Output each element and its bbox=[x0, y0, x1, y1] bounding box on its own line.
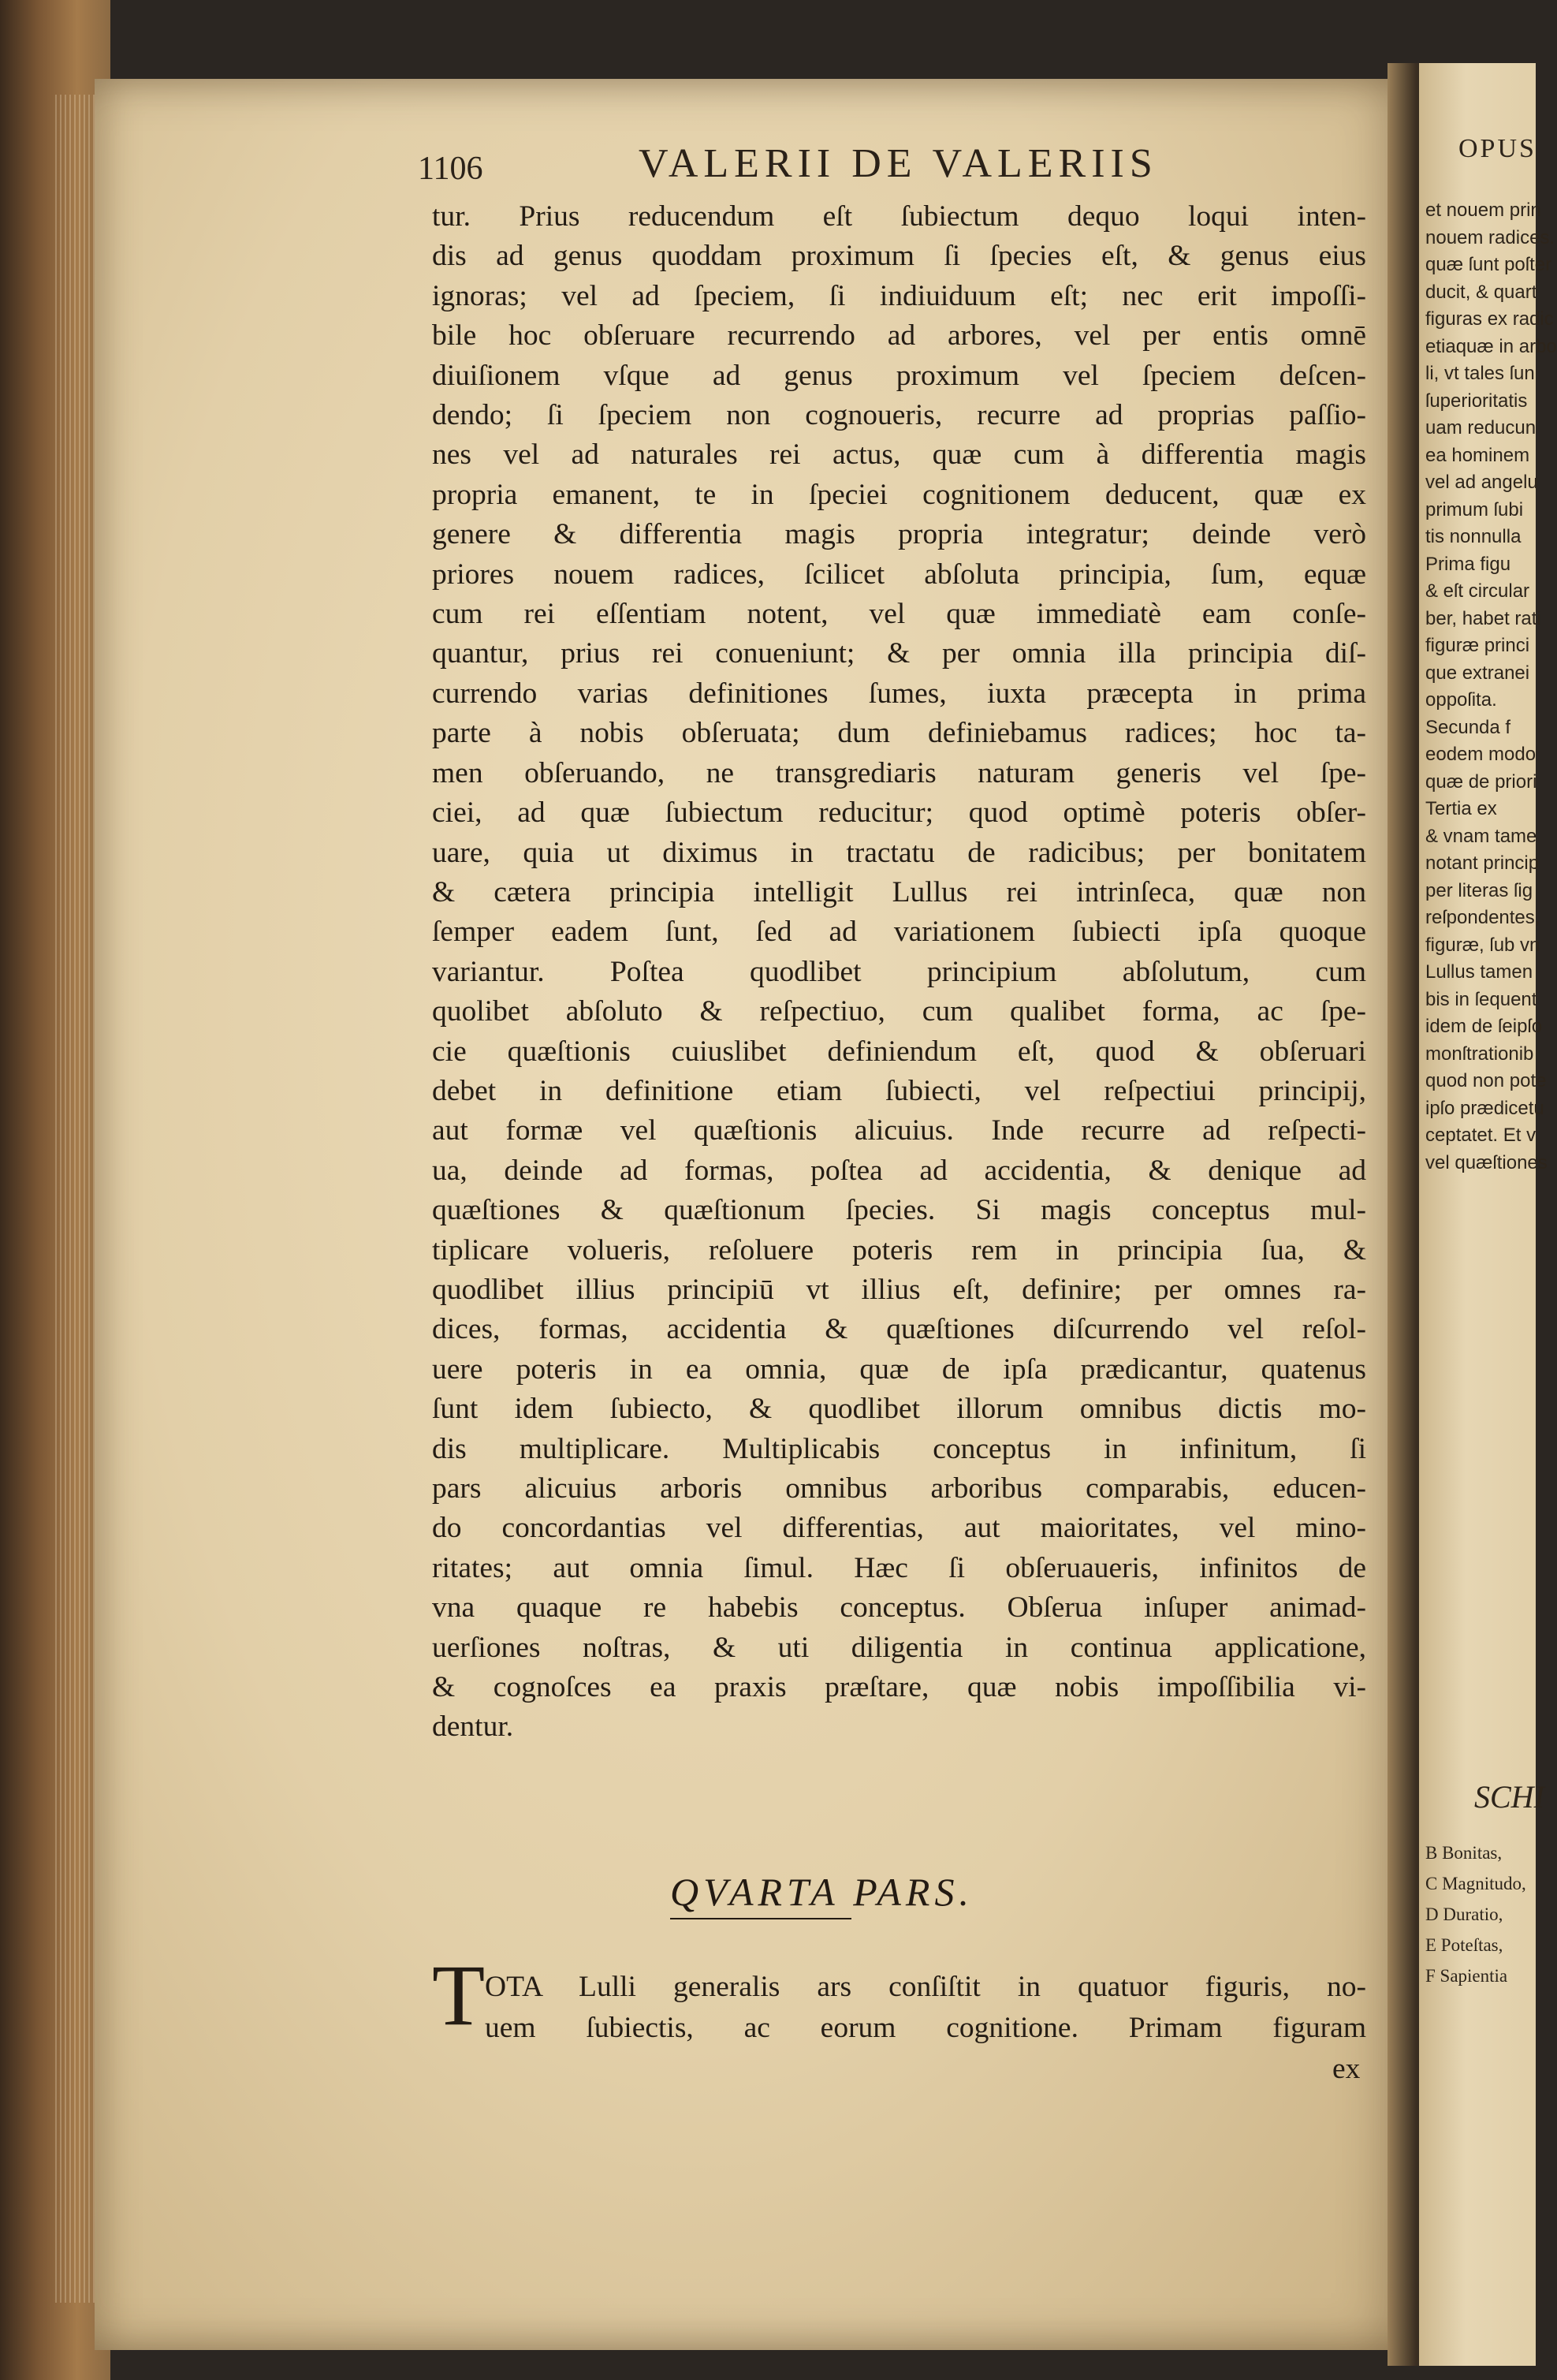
text-line: primum ſubi bbox=[1425, 498, 1524, 520]
text-line: ceptatet. Et v bbox=[1425, 1125, 1537, 1146]
main-text-block bbox=[432, 197, 1366, 1748]
text-line: variantur. Poſtea quodlibet principium abſolutum, cum bbox=[432, 955, 1366, 988]
text-line: & vnam tame bbox=[1425, 825, 1537, 847]
text-line: cum rei eſſentiam notent, vel quæ immediatè eam conſe- bbox=[432, 598, 1366, 631]
text-line: ea hominem bbox=[1425, 444, 1530, 466]
text-line: propria emanent, te in ſpeciei cognitionem deducent, quæ ex bbox=[432, 478, 1366, 511]
text-line: quod non pote bbox=[1425, 1070, 1547, 1091]
text-line: genere & differentia magis propria integratur; deinde verò bbox=[432, 518, 1366, 551]
facing-page-scholion-head: SCHI bbox=[1474, 1779, 1544, 1815]
text-line: eodem modo bbox=[1425, 744, 1537, 765]
text-line: ua, deinde ad formas, poſtea ad accidentia, & denique ad bbox=[432, 1154, 1366, 1187]
text-line: monſtrationib bbox=[1425, 1043, 1534, 1065]
text-line: uerſiones noſtras, & uti diligentia in continua applicatione, bbox=[432, 1631, 1366, 1664]
text-line: dices, formas, accidentia & quæſtiones diſcurrendo vel reſol- bbox=[432, 1313, 1366, 1346]
text-line: E Poteſtas, bbox=[1425, 1935, 1503, 1955]
page-number: 1106 bbox=[418, 151, 483, 187]
text-line: tur. Prius reducendum eſt ſubiectum dequo loqui inten- bbox=[432, 200, 1366, 233]
section-opening-text bbox=[485, 1967, 1366, 2049]
text-line: vna quaque re habebis conceptus. Obſerua inſuper animad- bbox=[432, 1591, 1366, 1625]
text-line: dis ad genus quoddam proximum ſi ſpecies eſt, & genus eius bbox=[432, 240, 1366, 273]
text-line: uere poteris in ea omnia, quæ de ipſa prædicantur, quatenus bbox=[432, 1352, 1366, 1386]
text-line: do concordantias vel differentias, aut maioritates, vel mino- bbox=[432, 1512, 1366, 1545]
text-line: & cætera principia intelligit Lullus rei intrinſeca, quæ non bbox=[432, 875, 1366, 908]
text-line: ritates; aut omnia ſimul. Hæc ſi obſeruaueris, infinitos de bbox=[432, 1551, 1366, 1584]
text-line: reſpondentes, bbox=[1425, 907, 1540, 928]
text-line: Lullus tamen bbox=[1425, 961, 1533, 983]
text-line: men obſeruando, ne transgrediaris naturam generis vel ſpe- bbox=[432, 756, 1366, 789]
text-line: ducit, & quart bbox=[1425, 281, 1537, 303]
section-heading: QVARTA PARS. bbox=[670, 1870, 974, 1914]
text-line: B Bonitas, bbox=[1425, 1843, 1503, 1863]
text-line: figuræ princi bbox=[1425, 635, 1530, 656]
text-line: C Magnitudo, bbox=[1425, 1874, 1526, 1893]
catchword: ex bbox=[1332, 2053, 1361, 2085]
text-line: idem de ſeipſo bbox=[1425, 1016, 1543, 1037]
text-line: oppoſita. bbox=[1425, 689, 1497, 711]
text-line: quodlibet illius principiū vt illius eſt, definire; per omnes ra- bbox=[432, 1273, 1366, 1306]
text-line: bile hoc obſeruare recurrendo ad arbores, vel per entis omnē bbox=[432, 319, 1366, 353]
facing-page-head: OPUS bbox=[1458, 134, 1537, 163]
text-line: que extranei bbox=[1425, 662, 1530, 684]
text-line: ſemper eadem ſunt, ſed ad variationem ſubiecti ipſa quoque bbox=[432, 916, 1366, 949]
text-line: quantur, prius rei conueniunt; & per omnia illa principia diſ- bbox=[432, 637, 1366, 670]
text-line: uare, quia ut diximus in tractatu de radicibus; per bonitatem bbox=[432, 836, 1366, 869]
text-line: ber, habet rati bbox=[1425, 607, 1541, 629]
text-line: ignoras; vel ad ſpeciem, ſi indiuiduum eſt; nec erit impoſſi- bbox=[432, 279, 1366, 312]
text-line: vel quæſtiones bbox=[1425, 1151, 1548, 1173]
text-line: nes vel ad naturales rei actus, quæ cum à differentia magis bbox=[432, 438, 1366, 472]
text-line: uem ſubiectis, ac eorum cognitione. Primam figuram bbox=[485, 2012, 1366, 2044]
section-heading-underline bbox=[670, 1918, 851, 1919]
text-line: cie quæſtionis cuiuslibet definiendum eſt, quod & obſeruari bbox=[432, 1035, 1366, 1068]
text-line: Secunda f bbox=[1425, 716, 1511, 738]
text-line: quæ de priori bbox=[1425, 770, 1537, 793]
text-line: tis nonnulla bbox=[1425, 526, 1522, 547]
text-line: figuræ, ſub vn bbox=[1425, 934, 1540, 956]
text-line: & eſt circular bbox=[1425, 580, 1530, 602]
text-line: debet in definitione etiam ſubiecti, vel reſpectiui principij, bbox=[432, 1074, 1366, 1107]
text-line: ſunt idem ſubiecto, & quodlibet illorum omnibus dictis mo- bbox=[432, 1393, 1366, 1426]
text-line: ciei, ad quæ ſubiectum reducitur; quod optimè poteris obſer- bbox=[432, 796, 1366, 830]
text-line: dentur. bbox=[432, 1710, 514, 1744]
text-line: OTA Lulli generalis ars conſiſtit in quatuor figuris, no- bbox=[485, 1971, 1366, 2003]
text-line: uam reducun bbox=[1425, 417, 1537, 438]
text-line: li, vt tales ſun bbox=[1425, 363, 1535, 384]
text-line: ſuperioritatis bbox=[1425, 390, 1528, 412]
text-line: parte à nobis obſeruata; dum definiebamus radices; hoc ta- bbox=[432, 717, 1366, 750]
text-line: et nouem prin bbox=[1425, 200, 1541, 221]
text-line: etiaquæ in arbo bbox=[1425, 335, 1557, 357]
text-line: figuras ex radic bbox=[1425, 308, 1554, 330]
running-title: VALERII DE VALERIIS bbox=[639, 141, 1158, 186]
text-line: pars alicuius arboris omnibus arboribus comparabis, educen- bbox=[432, 1472, 1366, 1505]
text-line: nouem radices. bbox=[1425, 226, 1555, 248]
book-edge bbox=[0, 0, 110, 2380]
initial-letter: T bbox=[432, 1947, 486, 2043]
text-line: D Duratio, bbox=[1425, 1904, 1503, 1924]
text-line: quæſtiones & quæſtionum ſpecies. Si magis conceptus mul- bbox=[432, 1194, 1366, 1227]
text-line: & cognoſces ea praxis præſtare, quæ nobis impoſſibilia vi- bbox=[432, 1671, 1366, 1704]
text-line: Tertia ex bbox=[1425, 798, 1497, 819]
text-line: F Sapientia bbox=[1425, 1966, 1508, 1986]
facing-page-list bbox=[1425, 1837, 1536, 1991]
text-line: vel ad angelu bbox=[1425, 472, 1538, 493]
text-line: diuiſionem vſque ad genus proximum vel ſpeciem deſcen- bbox=[432, 359, 1366, 392]
text-line: aut formæ vel quæſtionis alicuius. Inde recurre ad reſpecti- bbox=[432, 1114, 1366, 1147]
text-line: dendo; ſi ſpeciem non cognoueris, recurre ad proprias paſſio- bbox=[432, 399, 1366, 432]
text-line: quæ ſunt poſter bbox=[1425, 254, 1552, 275]
text-line: per literas ſig bbox=[1425, 879, 1533, 901]
facing-page-text bbox=[1425, 197, 1557, 1177]
text-line: tiplicare volueris, reſoluere poteris rem in principia ſua, & bbox=[432, 1233, 1366, 1266]
text-line: Prima figu bbox=[1425, 553, 1511, 575]
text-line: quolibet abſoluto & reſpectiuo, cum qualibet forma, ac ſpe- bbox=[432, 995, 1366, 1028]
text-line: ipſo prædicetu bbox=[1425, 1097, 1544, 1119]
text-line: bis in ſequent bbox=[1425, 988, 1537, 1010]
text-line: dis multiplicare. Multiplicabis conceptus in infinitum, ſi bbox=[432, 1432, 1366, 1465]
text-line: priores nouem radices, ſcilicet abſoluta principia, ſum, equæ bbox=[432, 558, 1366, 591]
text-line: notant princip bbox=[1425, 852, 1540, 874]
text-line: currendo varias definitiones ſumes, iuxta præcepta in prima bbox=[432, 677, 1366, 710]
